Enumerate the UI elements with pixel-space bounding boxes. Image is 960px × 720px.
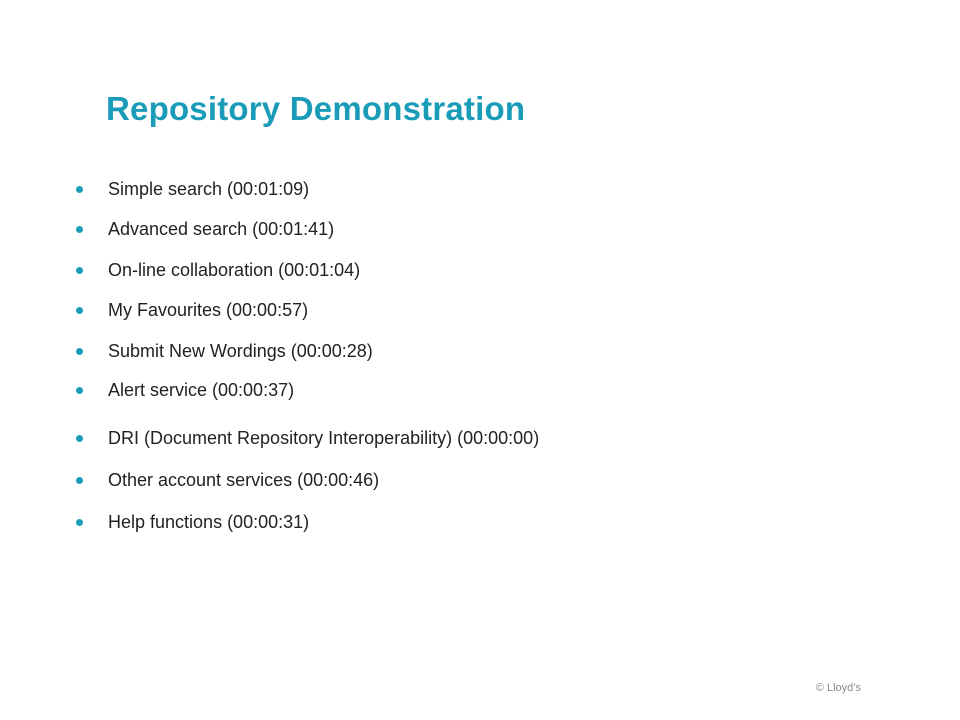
bullet-text: Alert service (00:00:37) [108,379,295,400]
bullet-text: Help functions (00:00:31) [108,511,310,532]
bullet-dot-icon [76,519,83,526]
bullet-item [76,509,309,535]
bullet-dot-icon [76,477,83,484]
bullet-text: My Favourites (00:00:57) [108,299,309,320]
bullet-item [76,377,294,403]
bullet-dot-icon [76,226,83,233]
bullet-dot-icon [76,348,83,355]
bullet-item [76,338,373,364]
bullet-text: Advanced search (00:01:41) [108,218,335,239]
bullet-dot-icon [76,435,83,442]
bullet-dot-icon [76,267,83,274]
bullet-item [76,257,360,283]
bullet-item [76,176,309,202]
bullet-text: DRI (Document Repository Interoperability) (00:00:00) [108,427,540,448]
bullet-text: Other account services (00:00:46) [108,469,380,490]
bullet-dot-icon [76,387,83,394]
copyright-notice: © Lloyd’s [815,682,861,694]
slide-title: Repository Demonstration [106,90,526,127]
bullet-item [76,216,334,242]
bullet-text: On-line collaboration (00:01:04) [108,259,361,280]
bullet-item [76,425,539,451]
bullet-dot-icon [76,307,83,314]
bullet-item [76,467,379,493]
bullet-dot-icon [76,186,83,193]
bullet-text: Simple search (00:01:09) [108,178,310,199]
bullet-text: Submit New Wordings (00:00:28) [108,340,373,361]
bullet-item [76,297,308,323]
